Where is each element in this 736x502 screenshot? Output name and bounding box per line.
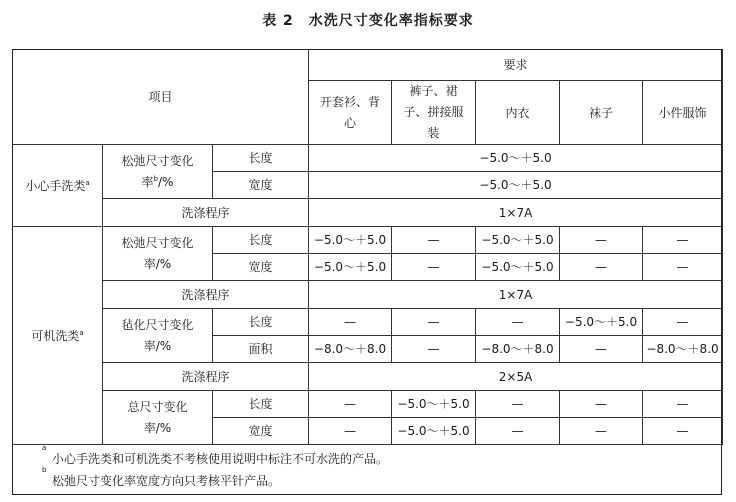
table-cell: −5.0～＋5.0 (309, 227, 392, 254)
table-cell: — (643, 391, 723, 418)
table-cell: — (476, 309, 560, 336)
felting-program-value: 2×5A (309, 363, 723, 391)
hand-length-value: −5.0～＋5.0 (309, 145, 723, 172)
total-label: 总尺寸变化率/% (103, 391, 213, 445)
hand-program-label: 洗涤程序 (103, 199, 309, 227)
hand-program-value: 1×7A (309, 199, 723, 227)
table-cell: −5.0～＋5.0 (392, 391, 476, 418)
table-cell: — (476, 418, 560, 445)
relax-program-value: 1×7A (309, 281, 723, 309)
table-title: 表 2 水洗尺寸变化率指标要求 (262, 13, 474, 29)
felting-program-label: 洗涤程序 (103, 363, 309, 391)
table-cell: −5.0～＋5.0 (476, 254, 560, 281)
col-header-trousers: 裤子、裙子、拼接服装 (392, 81, 476, 145)
table-cell: — (643, 254, 723, 281)
table-cell: — (560, 336, 643, 363)
table-cell: — (392, 254, 476, 281)
hand-width-label: 宽度 (213, 172, 309, 199)
table-cell: −5.0～＋5.0 (392, 418, 476, 445)
hand-width-value: −5.0～＋5.0 (309, 172, 723, 199)
table-cell: — (309, 309, 392, 336)
felting-length-label: 长度 (213, 309, 309, 336)
table-cell: −8.0～＋8.0 (309, 336, 392, 363)
machine-relax-label: 松弛尺寸变化率/% (103, 227, 213, 281)
hand-relax-label: 松弛尺寸变化率$^b$/% (103, 145, 213, 199)
table-cell: — (476, 391, 560, 418)
col-header-accessories: 小件服饰 (643, 81, 723, 145)
table-cell: — (392, 309, 476, 336)
felting-area-label: 面积 (213, 336, 309, 363)
table-cell: −5.0～＋5.0 (309, 254, 392, 281)
table-cell: −8.0～＋8.0 (643, 336, 723, 363)
table-cell: — (643, 227, 723, 254)
group-hand-wash: 小心手洗类$^a$ (13, 145, 103, 227)
col-header-socks: 袜子 (560, 81, 643, 145)
felting-label: 毡化尺寸变化率/% (103, 309, 213, 363)
table-cell: — (560, 391, 643, 418)
header-requirement: 要求 (309, 50, 723, 81)
col-header-cardigan: 开套衫、背心 (309, 81, 392, 145)
table-cell: −8.0～＋8.0 (476, 336, 560, 363)
table-cell: — (643, 418, 723, 445)
relax-program-label: 洗涤程序 (103, 281, 309, 309)
footnote-b: b 松弛尺寸变化率宽度方向只考核平针产品。 (42, 466, 281, 488)
relax-length-label: 长度 (213, 227, 309, 254)
table-cell: — (309, 391, 392, 418)
relax-width-label: 宽度 (213, 254, 309, 281)
col-header-underwear: 内衣 (476, 81, 560, 145)
table-cell: — (560, 227, 643, 254)
table-cell: — (560, 418, 643, 445)
total-length-label: 长度 (213, 391, 309, 418)
table-cell: −5.0～＋5.0 (476, 227, 560, 254)
table-cell: — (309, 418, 392, 445)
header-item: 项目 (13, 50, 309, 145)
table-cell: — (392, 227, 476, 254)
table-outer-frame (12, 49, 722, 495)
total-width-label: 宽度 (213, 418, 309, 445)
table-cell: — (643, 309, 723, 336)
table-cell: — (392, 336, 476, 363)
footnote-a: a 小心手洗类和可机洗类不考核使用说明中标注不可水洗的产品。 (42, 444, 389, 466)
table-cell: −5.0～＋5.0 (560, 309, 643, 336)
table-cell: — (560, 254, 643, 281)
hand-length-label: 长度 (213, 145, 309, 172)
group-machine-wash: 可机洗类$^a$ (13, 227, 103, 445)
